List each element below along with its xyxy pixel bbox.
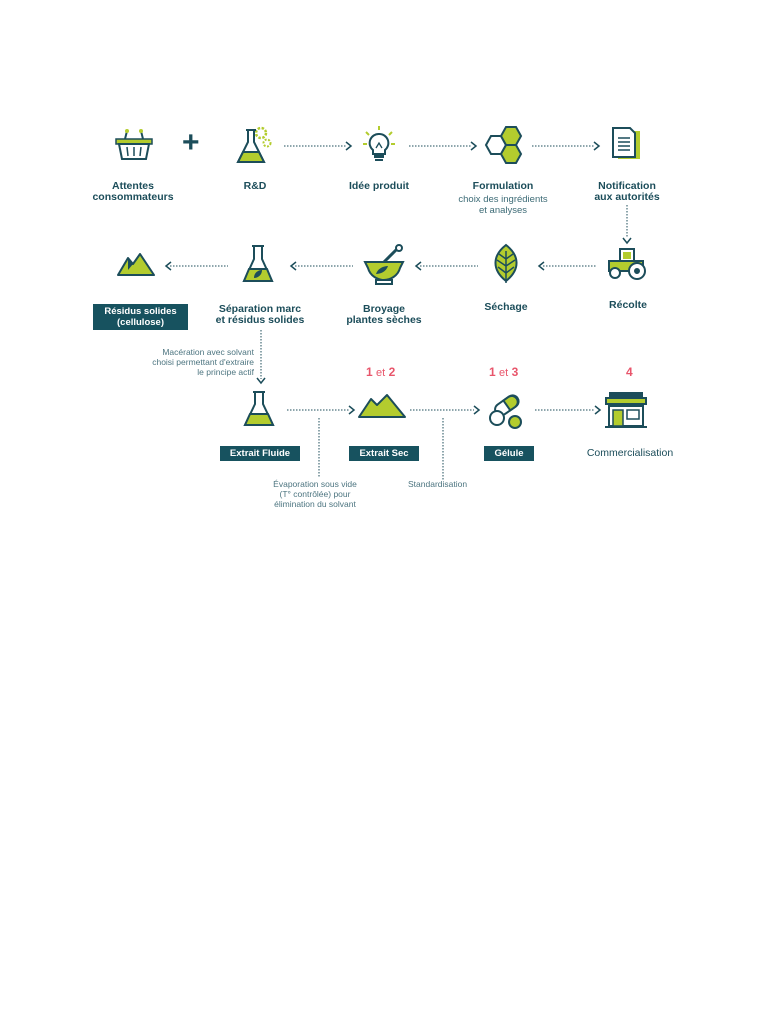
capsules-icon [486, 392, 526, 430]
arrow-gelule-to-commercialisation [535, 405, 603, 415]
formulation-sub-line1: choix des ingrédients [458, 194, 548, 205]
arrow-fluide-to-sec [287, 405, 357, 415]
node-attentes-line1: Attentes [111, 180, 154, 192]
step-extrait-sec [366, 365, 395, 379]
mound-icon [116, 250, 156, 278]
shopping-basket-icon [113, 127, 155, 163]
note-maceration-line2: choisi permettant d'extraire [152, 357, 254, 367]
arrow-notification-to-recolte [622, 205, 632, 245]
step-gelule-b: 3 [511, 365, 519, 379]
step-commercialisation: 4 [626, 365, 633, 379]
standardisation-connector [440, 418, 446, 480]
light-bulb-icon [360, 124, 398, 164]
node-extrait-sec: Extrait Sec [349, 446, 419, 461]
step-gelule-et: et [499, 367, 509, 379]
node-gelule: Gélule [484, 446, 534, 461]
note-maceration-line1: Macération avec solvant [162, 347, 254, 357]
note-standardisation: Standardisation [408, 479, 468, 489]
note-evaporation-line1: Évaporation sous vide [273, 479, 357, 489]
arrow-separation-to-residus [164, 261, 228, 271]
formulation-sub-line2: et analyses [478, 204, 528, 216]
flask-icon [241, 389, 279, 429]
hexagons-molecule-icon [480, 124, 526, 166]
step-extrait-sec-et: et [376, 367, 386, 379]
store-icon [603, 390, 649, 430]
node-idee: Idée produit [348, 180, 410, 192]
flask-leaf-icon [240, 243, 278, 285]
node-residus-line1: Résidus solides [104, 306, 177, 317]
flask-gear-icon [234, 124, 274, 166]
node-separation-line1: Séparation marc [218, 303, 302, 315]
node-residus-box [93, 304, 188, 330]
note-evaporation-line3: élimination du solvant [274, 499, 356, 509]
evaporation-connector [316, 418, 322, 478]
note-maceration-line3: le principe actif [197, 367, 254, 377]
mortar-pestle-icon [362, 244, 408, 286]
document-icon [610, 126, 642, 162]
node-separation-line2: et résidus solides [215, 314, 305, 326]
node-rd: R&D [243, 180, 267, 192]
arrow-sec-to-gelule [410, 405, 482, 415]
node-extrait-fluide: Extrait Fluide [220, 446, 300, 461]
node-formulation: Formulation [472, 180, 534, 192]
step-extrait-sec-a: 1 [366, 365, 373, 379]
arrow-recolte-to-sechage [537, 261, 597, 271]
node-attentes-line2: consommateurs [92, 191, 174, 203]
arrow-idee-to-formulation [409, 141, 479, 151]
arrow-broyage-to-separation [289, 261, 353, 271]
leaf-icon [487, 243, 525, 285]
arrow-separation-to-extrait-fluide [256, 330, 266, 386]
arrow-sechage-to-broyage [414, 261, 478, 271]
step-extrait-sec-b: 2 [388, 365, 396, 379]
step-gelule [489, 365, 518, 379]
node-notification-line2: aux autorités [594, 191, 660, 203]
node-sechage: Séchage [484, 301, 528, 313]
node-commercialisation: Commercialisation [586, 447, 674, 459]
powder-mound-icon [357, 393, 407, 421]
node-broyage-line1: Broyage [362, 303, 405, 315]
step-gelule-a: 1 [489, 365, 496, 379]
node-residus-line2: (cellulose) [117, 317, 164, 328]
arrow-rd-to-idee [284, 141, 354, 151]
node-notification-line1: Notification [598, 180, 656, 192]
plus-sign: + [182, 126, 200, 159]
node-recolte: Récolte [609, 299, 647, 311]
tractor-icon [605, 245, 649, 281]
node-broyage-line2: plantes sèches [346, 314, 422, 326]
arrow-formulation-to-notification [532, 141, 602, 151]
note-evaporation-line2: (T° contrôlée) pour [279, 489, 351, 499]
